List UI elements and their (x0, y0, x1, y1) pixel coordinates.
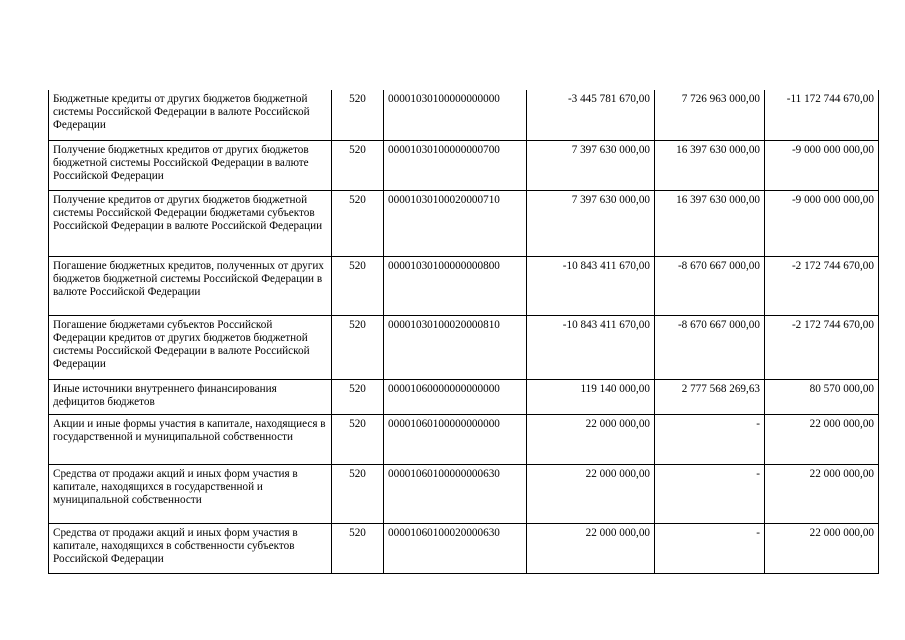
row-code: 520 (332, 190, 384, 256)
row-executed-amount: 2 777 568 269,63 (655, 379, 765, 414)
row-plan-amount: 22 000 000,00 (527, 414, 655, 464)
table-row (49, 414, 879, 464)
row-plan-amount: 22 000 000,00 (527, 523, 655, 573)
table-row (49, 256, 879, 315)
row-difference-amount: -9 000 000 000,00 (765, 140, 879, 190)
table-row (49, 379, 879, 414)
row-difference-amount: 80 570 000,00 (765, 379, 879, 414)
row-difference-amount: -11 172 744 670,00 (765, 90, 879, 140)
row-code: 520 (332, 140, 384, 190)
row-name: Средства от продажи акций и иных форм участия в капитале, находящихся в государственной и муниципальной собственности (49, 464, 332, 523)
row-executed-amount: 16 397 630 000,00 (655, 140, 765, 190)
row-executed-amount: -8 670 667 000,00 (655, 256, 765, 315)
row-executed-amount: 16 397 630 000,00 (655, 190, 765, 256)
row-classification-code: 00001060100000000630 (384, 464, 527, 523)
row-classification-code: 00001060000000000000 (384, 379, 527, 414)
row-code: 520 (332, 315, 384, 379)
row-code: 520 (332, 256, 384, 315)
table-row (49, 190, 879, 256)
row-code: 520 (332, 379, 384, 414)
row-difference-amount: -2 172 744 670,00 (765, 315, 879, 379)
row-executed-amount: - (655, 464, 765, 523)
row-executed-amount: - (655, 414, 765, 464)
row-name: Погашение бюджетных кредитов, полученных от других бюджетов бюджетной системы Российской Федерации в валюте Российской Федерации (49, 256, 332, 315)
row-name: Бюджетные кредиты от других бюджетов бюджетной системы Российской Федерации в валюте Российской Федерации (49, 90, 332, 140)
row-plan-amount: 7 397 630 000,00 (527, 140, 655, 190)
row-classification-code: 00001030100020000710 (384, 190, 527, 256)
row-code: 520 (332, 414, 384, 464)
row-difference-amount: 22 000 000,00 (765, 523, 879, 573)
row-plan-amount: 7 397 630 000,00 (527, 190, 655, 256)
row-code: 520 (332, 464, 384, 523)
row-plan-amount: 119 140 000,00 (527, 379, 655, 414)
row-classification-code: 00001030100000000700 (384, 140, 527, 190)
budget-sources-table (48, 90, 879, 574)
table-row (49, 464, 879, 523)
row-classification-code: 00001060100020000630 (384, 523, 527, 573)
table-row (49, 90, 879, 140)
row-name: Акции и иные формы участия в капитале, находящиеся в государственной и муниципальной собственности (49, 414, 332, 464)
row-classification-code: 00001030100000000000 (384, 90, 527, 140)
table-row (49, 140, 879, 190)
row-difference-amount: -2 172 744 670,00 (765, 256, 879, 315)
row-executed-amount: -8 670 667 000,00 (655, 315, 765, 379)
row-name: Получение бюджетных кредитов от других бюджетов бюджетной системы Российской Федерации в валюте Российской Федерации (49, 140, 332, 190)
row-name: Погашение бюджетами субъектов Российской Федерации кредитов от других бюджетов бюджетной системы Российской Федерации в валюте Российской Федерации (49, 315, 332, 379)
row-executed-amount: - (655, 523, 765, 573)
row-name: Средства от продажи акций и иных форм участия в капитале, находящихся в собственности субъектов Российской Федерации (49, 523, 332, 573)
row-code: 520 (332, 90, 384, 140)
row-code: 520 (332, 523, 384, 573)
table-row (49, 523, 879, 573)
row-classification-code: 00001030100000000800 (384, 256, 527, 315)
row-difference-amount: -9 000 000 000,00 (765, 190, 879, 256)
row-name: Получение кредитов от других бюджетов бюджетной системы Российской Федерации бюджетами субъектов Российской Федерации в валюте Российской Федерации (49, 190, 332, 256)
row-plan-amount: -10 843 411 670,00 (527, 315, 655, 379)
row-difference-amount: 22 000 000,00 (765, 414, 879, 464)
row-plan-amount: -10 843 411 670,00 (527, 256, 655, 315)
row-plan-amount: 22 000 000,00 (527, 464, 655, 523)
row-executed-amount: 7 726 963 000,00 (655, 90, 765, 140)
table-row (49, 315, 879, 379)
row-difference-amount: 22 000 000,00 (765, 464, 879, 523)
row-classification-code: 00001030100020000810 (384, 315, 527, 379)
row-classification-code: 00001060100000000000 (384, 414, 527, 464)
row-plan-amount: -3 445 781 670,00 (527, 90, 655, 140)
row-name: Иные источники внутреннего финансирования дефицитов бюджетов (49, 379, 332, 414)
